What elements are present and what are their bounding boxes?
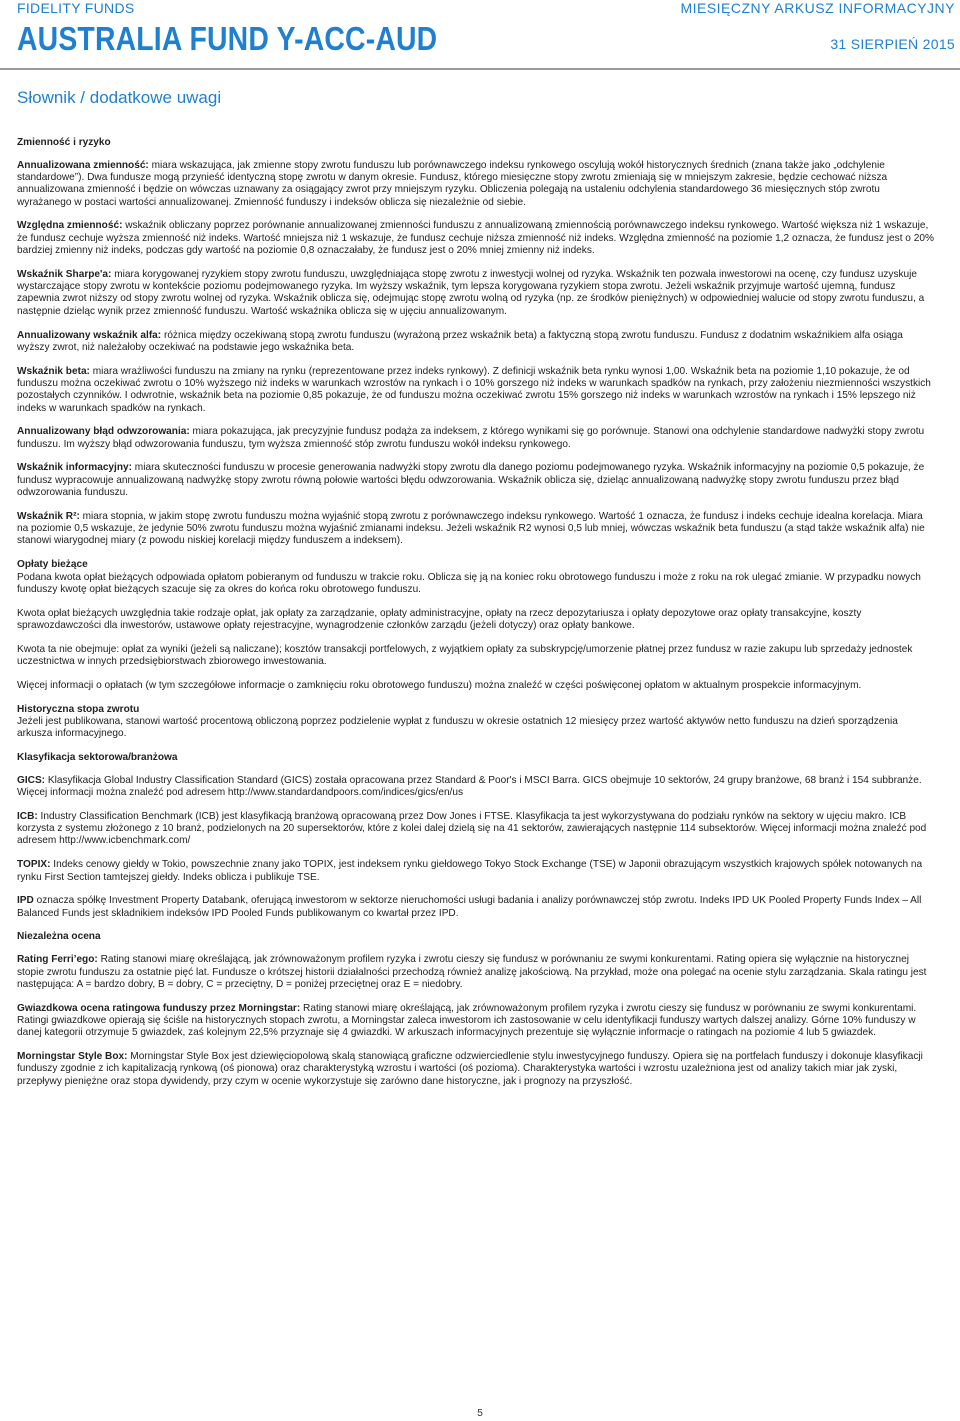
term: Wskaźnik informacyjny: <box>17 462 132 474</box>
definition: różnica między oczekiwaną stopą zwrotu funduszu (wyrażoną przez wskaźnik beta) a faktyczną stopą zwrotu funduszu. Fundusz z dodatnim wskaźnikiem alfa osiąga wyższy zwrot, niż należałoby oczekiwać na podstawie jego wskaźnika beta. <box>17 329 903 353</box>
heading-independent-rating: Niezależna ocena <box>17 931 101 943</box>
paragraph-morningstar-rating <box>17 1003 934 1040</box>
paragraph-beta <box>17 366 934 415</box>
definition: miara wskazująca, jak zmienne stopy zwrotu funduszu lub porównawczego indeksu rynkowego oscylują wokół historycznych średnich (znana także jako „odchylenie standardowe”). Dwa fundusze mogą przynieść identyczną stopę zwrotu w danym okresie. Fundusz, którego miesięczne stopy zwrotu zmieniają się w mniejszym zakresie, będzie cechować niższa annualizowana zmienność i będzie on wówczas uznawany za osiągający zwrot przy mniejszym ryzyku. Obliczenia polegają na ustaleniu odchylenia standardowego 36 miesięcznych stóp zwrotu wyrażanego w postaci wartości annualizowanej. Zmienność funduszy i indeksów oblicza się niezależnie od siebie. <box>17 159 888 208</box>
paragraph-charges-1: Podana kwota opłat bieżących odpowiada opłatom pobieranym od funduszu w trakcie roku. Oblicza się ją na koniec roku obrotowego funduszu i może z roku na rok ulegać zmianie. W przypadku nowych funduszy kwotę opłat bieżących szacuje się za okres do końca roku obrotowego funduszu. <box>17 571 921 595</box>
term: Annualizowany błąd odwzorowania: <box>17 426 190 438</box>
term: Annualizowany wskaźnik alfa: <box>17 329 162 341</box>
paragraph-ferri <box>17 954 934 991</box>
term: Względna zmienność: <box>17 220 123 232</box>
definition: oznacza spółkę Investment Property Databank, oferującą inwestorom w sektorze nieruchomości usługi badania i analizy porównawczej stóp zwrotu. Indeks IPD UK Pooled Property Funds Index – All Balanced Funds jest składnikiem indeksów IPD Pooled Funds publikowanym co kwartał przez IPD. <box>17 895 922 919</box>
header-divider <box>0 68 960 70</box>
paragraph-annualized-volatility <box>17 160 934 209</box>
term: ICB: <box>17 810 38 822</box>
page-header <box>17 0 955 68</box>
definition: miara stopnia, w jakim stopę zwrotu funduszu można wyjaśnić stopą zwrotu z porównawczego indeksu rynkowego. Wartość 1 oznacza, że fundusz i indeks cechuje idealna korelacja. Miara na poziomie 0,5 wskazuje, że jedynie 50% zwrotu funduszu można wyjaśnić zmianami indeksu. Jeżeli wskaźnik R2 wynosi 0,5 lub mniej, wówczas wskaźnik beta funduszu (a stąd także wskaźnik alfa) nie stanowi wiarygodnej miary (z powodu niskiej korelacji między funduszem a indeksem). <box>17 510 925 547</box>
definition: miara wrażliwości funduszu na zmiany na rynku (reprezentowane przez indeks rynkowy). Z definicji wskaźnik beta rynku wynosi 1,00. Wskaźnik beta na poziomie 1,10 pokazuje, że od funduszu można oczekiwać zwrotu o 10% wyższego niż indeks w warunkach wzrostów na rynkach i o 10% gorszego niż indeks w warunkach spadków na rynkach, przy założeniu niezmienności wszystkich pozostałych czynników. I odwrotnie, wskaźnik beta na poziomie 0,85 pokazuje, że od funduszu można oczekiwać zwrotu 15% gorszego niż indeks w warunkach wzrostów na rynkach i 15% lepszego niż indeks w warunkach spadków na rynkach. <box>17 365 931 414</box>
paragraph-ipd <box>17 895 934 920</box>
paragraph-r-squared <box>17 511 934 548</box>
definition: miara pokazująca, jak precyzyjnie fundusz podąża za indeksem, z którego wynikami się go porównuje. Stanowi ona odchylenie standardowe nadwyżki stopy zwrotu funduszu. Im wyższy błąd odwzorowania funduszu, tym wyższa zmienność stóp zwrotu funduszu wokół indeksu rynkowego. <box>17 426 925 450</box>
definition: Indeks cenowy giełdy w Tokio, powszechnie znany jako TOPIX, jest indeksem rynku giełdowego Tokyo Stock Exchange (TSE) w Japonii obrazującym wszystkich krajowych spółek notowanych na rynku First Section tamtejszej giełdy. Indeks oblicza i publikuje TSE. <box>17 859 923 883</box>
page-title: Słownik / dodatkowe uwagi <box>17 88 222 107</box>
heading-volatility: Zmienność i ryzyko <box>17 137 111 148</box>
page-number: 5 <box>477 1408 483 1419</box>
definition: Rating stanowi miarę określającą, jak zrównoważonym profilem ryzyka i zwrotu cieszy się fundusz w porównaniu ze swymi konkurentami. Rating opiera się wyłącznie na historycznej stopie zwrotu funduszu za ostatnie pięć lat. Fundusze o krótszej historii działalności przechodzą również analizę jakościową. Na przykład, może ona polegać na ocenie stylu zarządzania. Skala ratingu jest następująca: A = bardzo dobry, B = dobry, C = przeciętny, D = poniżej przeciętnej oraz E = niedobry. <box>17 954 927 990</box>
term: GICS: <box>17 774 46 786</box>
term: Gwiazdkowa ocena ratingowa funduszy przez Morningstar: <box>17 1002 301 1014</box>
heading-historic-yield: Historyczna stopa zwrotu <box>17 703 140 715</box>
document-date: 31 SIERPIEŃ 2015 <box>830 36 955 52</box>
term: Wskaźnik Sharpe'a: <box>17 268 112 280</box>
heading-classification: Klasyfikacja sektorowa/branżowa <box>17 751 178 763</box>
paragraph-tracking-error <box>17 426 934 451</box>
glossary-content <box>17 137 934 1099</box>
paragraph-charges-3: Kwota ta nie obejmuje: opłat za wyniki (jeżeli są naliczane); kosztów transakcji portfelowych, z wyjątkiem opłaty za subskrypcję/umorzenie płatnej przez fundusz w razie zakupu lub sprzedaży jednostek uczestnictwa w innych przedsiębiorstwach zbiorowego inwestowania. <box>17 643 913 667</box>
paragraph-morningstar-style-box <box>17 1051 934 1088</box>
definition: Morningstar Style Box jest dziewięciopolową skalą stanowiącą graficzne odzwierciedlenie stylu inwestycyjnego funduszy. Opiera się na portfelach funduszy i dokonuje klasyfikacji funduszy zgodnie z ich kapitalizacją rynkową (oś pionowa) oraz charakterystyką wzrostu i wartości (oś pozioma). Charakterystyka wartości i wzrostu uzależniona jest od analizy takich miar jak zyski, przepływy pieniężne oraz stopa dywidendy, przy czym w ocenie wykorzystuje się zarówno dane historyczne, jak i prognozy na przyszłość. <box>17 1051 923 1087</box>
term: Rating Ferri’ego: <box>17 954 98 966</box>
definition: Klasyfikacja Global Industry Classification Standard (GICS) została opracowana przez Standard & Poor's i MSCI Barra. GICS obejmuje 10 sektorów, 24 grupy branżowe, 68 branż i 154 subbranże. Więcej informacji można znaleźć pod adresem http://www.standardandpoors.com/indices/gics/en/us <box>17 774 922 799</box>
paragraph-historic-yield: Jeżeli jest publikowana, stanowi wartość procentową obliczoną poprzez podzielenie wypłat z funduszu w okresie ostatnich 12 miesięcy przez wartość aktywów netto funduszu na dzień sporządzenia arkusza informacyjnego. <box>17 715 898 740</box>
paragraph-charges-4: Więcej informacji o opłatach (w tym szczegółowe informacje o zamknięciu roku obrotowego funduszu) można znaleźć w części poświęconej opłatom w aktualnym prospekcie informacyjnym. <box>17 679 862 691</box>
paragraph-topix <box>17 859 934 884</box>
definition: Rating stanowi miarę określającą, jak zrównoważonym profilem ryzyka i zwrotu cieszy się fundusz w porównaniu ze swymi konkurentami. Ratingi gwiazdkowe opierają się ściśle na historycznych stopach zwrotu, a Morningstar zaleca inwestorom ich zastosowanie w celu identyfikacji funduszy wartych dalszej analizy. Górne 10% funduszy w danej kategorii otrzymuje 5 gwiazdek, zaś kolejnym 22,5% przyznaje się 4 gwiazdki. W arkuszach informacyjnych prezentuje się wyłącznie informacje o ratingach na poziomie 4 lub 5 gwiazdek. <box>17 1002 917 1039</box>
paragraph-sharpe <box>17 269 934 318</box>
definition: miara skuteczności funduszu w procesie generowania nadwyżki stopy zwrotu dla danego poziomu podejmowanego ryzyka. Wskaźnik informacyjny na poziomie 0,5 pokazuje, że fundusz wypracowuje annualizowaną nadwyżkę stopy zwrotu równą połowie wartości błędu odwzorowania. Wskaźnik oblicza się, dzieląc annualizowaną nadwyżkę stopy zwrotu funduszu przez błąd odwzorowania funduszu. <box>17 462 925 499</box>
definition: Industry Classification Benchmark (ICB) jest klasyfikacją branżową opracowaną przez Dow Jones i FTSE. Klasyfikacja ta jest wykorzystywana do podziału rynków na sektory w ujęciu makro. ICB korzysta z systemu złożonego z 10 branż, podzielonych na 20 supersektorów, które z kolei dalej dzielą się na 41 sektorów, zawierających następnie 114 subsektorów. Więcej informacji można znaleźć pod adresem http://www.icbenchmark.com/ <box>17 810 927 847</box>
definition: miara korygowanej ryzykiem stopy zwrotu funduszu, uwzględniająca stopę zwrotu z inwestycji wolnej od ryzyka. Wskaźnik ten pozwala inwestorowi na ocenę, czy fundusz uzyskuje wystarczające stopy zwrotu w kontekście poziomu podejmowanego ryzyka. Im wyższy wskaźnik, tym lepsza korygowana ryzykiem stopa zwrotu. Jeżeli wskaźnik przyjmuje wartość ujemną, fundusz zapewnia zwrot niższy od stopy zwrotu wolnej od ryzyka. Wskaźnik oblicza się, odejmując stopę zwrotu wolną od ryzyka (np. ze środków pieniężnych) w odpowiedniej walucie od stopy zwrotu funduszu, a następnie dzieląc wynik przez zmienność funduszu. Wartość wskaźnika oblicza się w ujęciu annualizowanym. <box>17 268 925 317</box>
heading-ongoing-charges: Opłaty bieżące <box>17 559 88 571</box>
term: Morningstar Style Box: <box>17 1051 128 1063</box>
term: Wskaźnik beta: <box>17 365 90 377</box>
term: Wskaźnik R²: <box>17 510 80 522</box>
term: TOPIX: <box>17 859 51 871</box>
fund-name: AUSTRALIA FUND Y-ACC-AUD <box>17 20 438 57</box>
definition: wskaźnik obliczany poprzez porównanie annualizowanej zmienności funduszu z annualizowaną zmiennością porównawczego indeksu rynkowego. Wartość większa niż 1 wskazuje, że fundusz cechuje wyższa zmienność niż indeks. Wartość mniejsza niż 1 wskazuje, że fundusz cechuje niższa zmienność niż indeks. Względna zmienność na poziomie 1,2 oznacza, że fundusz jest o 20% bardziej zmienny niż indeks, podczas gdy wartość na poziomie 0,8 oznaczałaby, że fundusz jest o 20% mniej zmienny niż indeks. <box>17 220 934 257</box>
term: IPD <box>17 895 34 907</box>
brand-name: FIDELITY FUNDS <box>17 0 135 16</box>
paragraph-information-ratio <box>17 462 934 499</box>
paragraph-gics <box>17 775 934 800</box>
document-type: MIESIĘCZNY ARKUSZ INFORMACYJNY <box>680 0 955 16</box>
paragraph-charges-2: Kwota opłat bieżących uwzględnia takie rodzaje opłat, jak opłaty za zarządzanie, opłaty administracyjne, opłaty na rzecz depozytariusza i opłaty depozytowe oraz opłaty transakcyjne, koszty sprawozdawczości dla inwestorów, ustawowe opłaty rejestracyjne, wynagrodzenie członków zarządu (jeżeli dotyczy) oraz opłaty bankowe. <box>17 607 862 631</box>
term: Annualizowana zmienność: <box>17 159 149 171</box>
paragraph-relative-volatility <box>17 220 934 257</box>
paragraph-icb <box>17 811 934 848</box>
paragraph-alpha <box>17 330 934 355</box>
